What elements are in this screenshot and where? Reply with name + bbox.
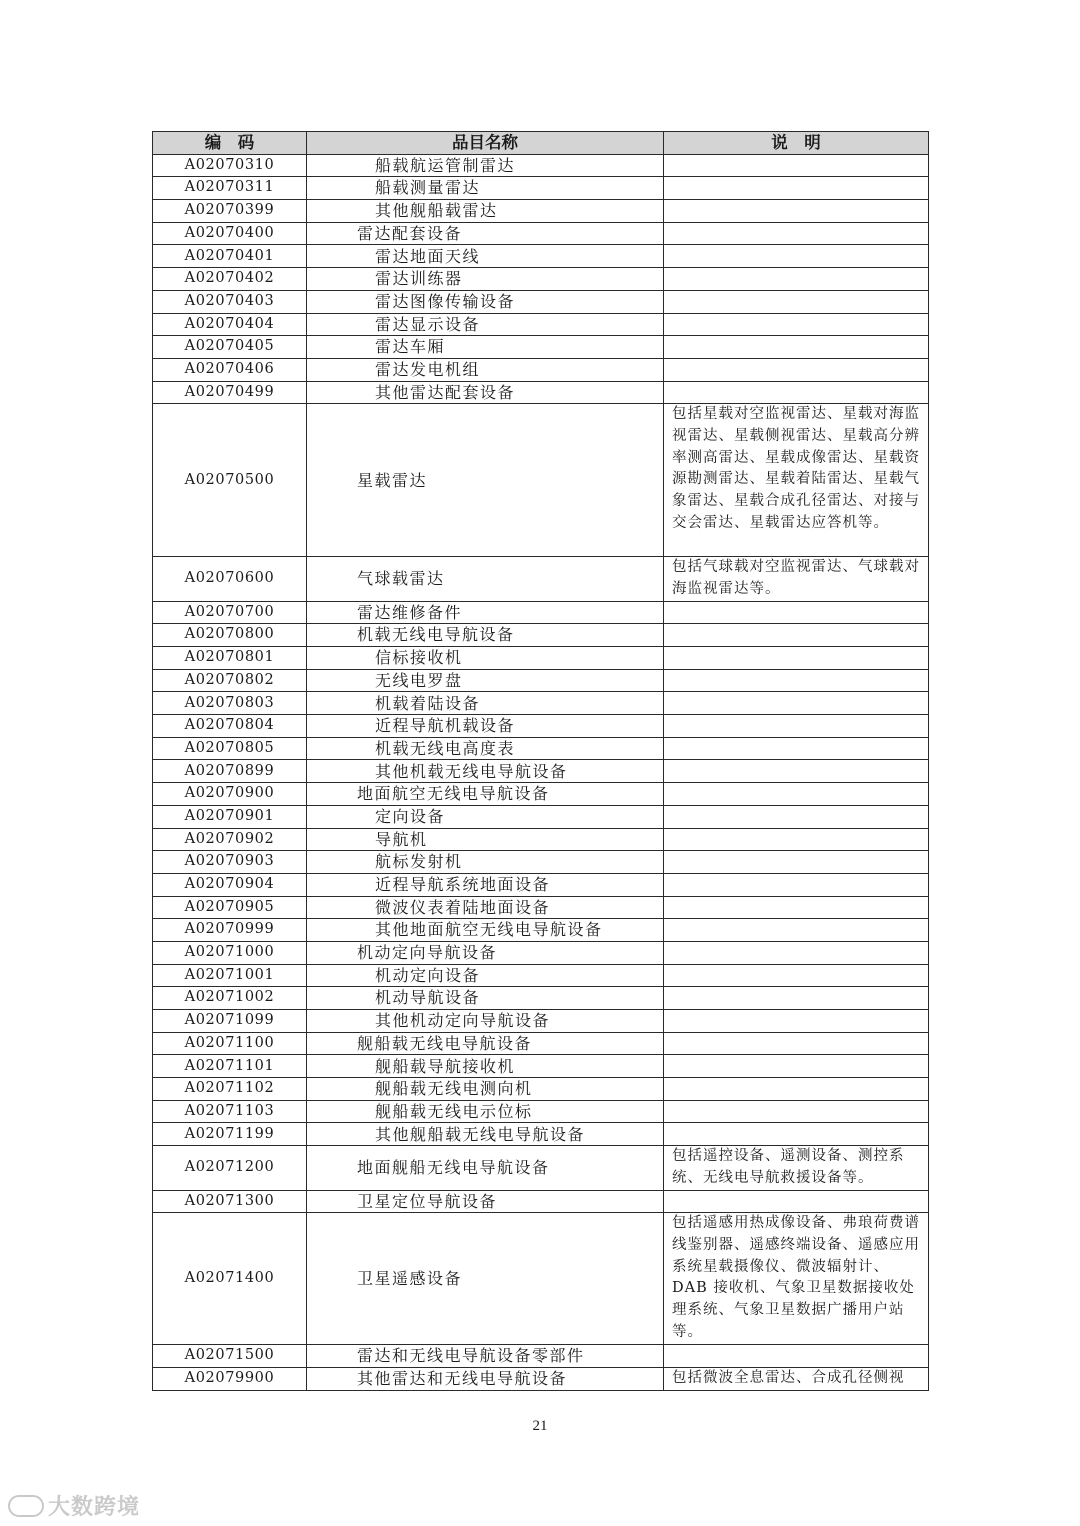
cell-desc [664, 1055, 929, 1078]
cell-code: A02070401 [153, 245, 307, 268]
cell-desc [664, 1100, 929, 1123]
cell-name: 机动导航设备 [307, 987, 664, 1010]
cell-desc [664, 381, 929, 404]
cell-name: 其他舰船载雷达 [307, 200, 664, 223]
cell-name: 雷达维修备件 [307, 601, 664, 624]
table-row [153, 828, 929, 851]
cell-name: 舰船载无线电测向机 [307, 1078, 664, 1101]
cell-desc: 包括气球载对空监视雷达、气球载对海监视雷达等。 [664, 557, 929, 601]
table-row [153, 669, 929, 692]
table-row [153, 1146, 929, 1190]
cell-code: A02071200 [153, 1146, 307, 1190]
cell-name: 其他机动定向导航设备 [307, 1010, 664, 1033]
cell-name: 船载航运管制雷达 [307, 154, 664, 177]
cell-desc [664, 964, 929, 987]
cell-name: 气球载雷达 [307, 557, 664, 601]
table-row [153, 1100, 929, 1123]
cell-name: 雷达配套设备 [307, 222, 664, 245]
table-row [153, 154, 929, 177]
cell-code: A02070311 [153, 177, 307, 200]
cell-code: A02070399 [153, 200, 307, 223]
cell-name: 雷达和无线电导航设备零部件 [307, 1345, 664, 1368]
cell-name: 机动定向导航设备 [307, 941, 664, 964]
cell-name: 机载无线电高度表 [307, 737, 664, 760]
cell-desc [664, 828, 929, 851]
page-number: 21 [532, 1418, 548, 1434]
table-row [153, 1123, 929, 1146]
table-row [153, 783, 929, 806]
cell-desc: 包括星载对空监视雷达、星载对海监视雷达、星载侧视雷达、星载高分辨率测高雷达、星载成像雷达、星载资源勘测雷达、星载着陆雷达、星载气象雷达、星载合成孔径雷达、对接与交会雷达、星载雷达应答机等。 [664, 404, 929, 557]
cell-desc [664, 919, 929, 942]
cell-name: 舰船载导航接收机 [307, 1055, 664, 1078]
cell-name: 雷达发电机组 [307, 358, 664, 381]
table-row [153, 964, 929, 987]
cell-code: A02070499 [153, 381, 307, 404]
cell-desc [664, 647, 929, 670]
cell-desc [664, 805, 929, 828]
table-row [153, 805, 929, 828]
cell-desc [664, 358, 929, 381]
cell-code: A02070402 [153, 268, 307, 291]
cell-name: 星载雷达 [307, 404, 664, 557]
cell-desc: 包括遥感用热成像设备、弗琅荷费谱线鉴别器、遥感终端设备、遥感应用系统星载摄像仪、微波辐射计、DAB 接收机、气象卫星数据接收处理系统、气象卫星数据广播用户站等。 [664, 1213, 929, 1345]
table-row [153, 404, 929, 557]
cell-name: 机载着陆设备 [307, 692, 664, 715]
cell-code: A02070899 [153, 760, 307, 783]
table-row [153, 245, 929, 268]
cell-name: 定向设备 [307, 805, 664, 828]
cell-desc [664, 1078, 929, 1101]
cell-name: 舰船载无线电示位标 [307, 1100, 664, 1123]
table-row [153, 1213, 929, 1345]
table-row [153, 941, 929, 964]
cell-desc [664, 873, 929, 896]
cell-desc [664, 669, 929, 692]
header-code: 编 码 [153, 132, 307, 155]
cell-code: A02070400 [153, 222, 307, 245]
table-row [153, 222, 929, 245]
cell-code: A02071099 [153, 1010, 307, 1033]
cell-code: A02071001 [153, 964, 307, 987]
cell-code: A02070405 [153, 336, 307, 359]
table-row [153, 268, 929, 291]
cell-name: 导航机 [307, 828, 664, 851]
cell-desc [664, 760, 929, 783]
cell-code: A02070805 [153, 737, 307, 760]
table-row [153, 737, 929, 760]
cell-desc [664, 222, 929, 245]
cell-name: 其他雷达和无线电导航设备 [307, 1367, 664, 1390]
cell-desc [664, 268, 929, 291]
cell-code: A02070903 [153, 851, 307, 874]
cell-code: A02070904 [153, 873, 307, 896]
cell-code: A02070500 [153, 404, 307, 557]
cell-code: A02070905 [153, 896, 307, 919]
table-row [153, 601, 929, 624]
cell-name: 雷达显示设备 [307, 313, 664, 336]
table-row [153, 336, 929, 359]
catalog-table [152, 131, 929, 1391]
cell-code: A02070802 [153, 669, 307, 692]
cell-name: 雷达车厢 [307, 336, 664, 359]
cell-desc [664, 154, 929, 177]
cell-desc [664, 336, 929, 359]
cell-name: 其他机载无线电导航设备 [307, 760, 664, 783]
table-row [153, 1078, 929, 1101]
cell-code: A02070803 [153, 692, 307, 715]
cell-code: A02070801 [153, 647, 307, 670]
table-row [153, 1010, 929, 1033]
cell-desc [664, 987, 929, 1010]
cell-name: 近程导航系统地面设备 [307, 873, 664, 896]
cell-code: A02070310 [153, 154, 307, 177]
cell-desc: 包括遥控设备、遥测设备、测控系统、无线电导航救援设备等。 [664, 1146, 929, 1190]
cell-name: 地面航空无线电导航设备 [307, 783, 664, 806]
cell-code: A02071500 [153, 1345, 307, 1368]
cell-name: 地面舰船无线电导航设备 [307, 1146, 664, 1190]
cell-name: 航标发射机 [307, 851, 664, 874]
cell-code: A02071000 [153, 941, 307, 964]
cell-name: 机动定向设备 [307, 964, 664, 987]
cell-desc [664, 1123, 929, 1146]
cell-name: 近程导航机载设备 [307, 715, 664, 738]
cell-name: 卫星遥感设备 [307, 1213, 664, 1345]
cell-desc [664, 783, 929, 806]
cell-code: A02070999 [153, 919, 307, 942]
cell-code: A02070406 [153, 358, 307, 381]
cell-code: A02071300 [153, 1190, 307, 1213]
cell-code: A02070403 [153, 290, 307, 313]
cell-desc [664, 896, 929, 919]
table-row [153, 1190, 929, 1213]
header-name: 品目名称 [307, 132, 664, 155]
table-row [153, 557, 929, 601]
table-row [153, 624, 929, 647]
cell-code: A02071400 [153, 1213, 307, 1345]
cell-code: A02070901 [153, 805, 307, 828]
cell-desc [664, 737, 929, 760]
cell-name: 信标接收机 [307, 647, 664, 670]
cell-name: 机载无线电导航设备 [307, 624, 664, 647]
cell-desc [664, 1190, 929, 1213]
table-row [153, 1345, 929, 1368]
cell-name: 船载测量雷达 [307, 177, 664, 200]
cell-code: A02070804 [153, 715, 307, 738]
cell-desc [664, 1010, 929, 1033]
cell-code: A02071102 [153, 1078, 307, 1101]
cell-desc [664, 1032, 929, 1055]
cell-code: A02070404 [153, 313, 307, 336]
cell-code: A02071002 [153, 987, 307, 1010]
table-row [153, 987, 929, 1010]
cell-name: 舰船载无线电导航设备 [307, 1032, 664, 1055]
cell-name: 微波仪表着陆地面设备 [307, 896, 664, 919]
cell-desc [664, 692, 929, 715]
cell-code: A02071199 [153, 1123, 307, 1146]
cell-desc [664, 601, 929, 624]
table-row [153, 1367, 929, 1390]
table-row [153, 896, 929, 919]
cell-desc [664, 851, 929, 874]
cell-code: A02070600 [153, 557, 307, 601]
table-row [153, 200, 929, 223]
table-row [153, 851, 929, 874]
table-row [153, 177, 929, 200]
watermark-logo-icon [8, 1495, 44, 1517]
table-body [153, 154, 929, 1390]
table-row [153, 290, 929, 313]
cell-desc [664, 313, 929, 336]
cell-code: A02070902 [153, 828, 307, 851]
table-header-row [153, 132, 929, 155]
cell-name: 无线电罗盘 [307, 669, 664, 692]
table-row [153, 760, 929, 783]
cell-name: 雷达图像传输设备 [307, 290, 664, 313]
cell-code: A02071103 [153, 1100, 307, 1123]
cell-name: 卫星定位导航设备 [307, 1190, 664, 1213]
cell-code: A02070800 [153, 624, 307, 647]
table-row [153, 647, 929, 670]
cell-name: 其他舰船载无线电导航设备 [307, 1123, 664, 1146]
cell-desc [664, 715, 929, 738]
table-row [153, 692, 929, 715]
header-desc: 说 明 [664, 132, 929, 155]
cell-code: A02070900 [153, 783, 307, 806]
table-row [153, 873, 929, 896]
cell-name: 其他雷达配套设备 [307, 381, 664, 404]
watermark [8, 1490, 140, 1521]
cell-name: 雷达训练器 [307, 268, 664, 291]
table-row [153, 358, 929, 381]
cell-name: 其他地面航空无线电导航设备 [307, 919, 664, 942]
watermark-text: 大数跨境 [48, 1495, 141, 1520]
cell-desc [664, 624, 929, 647]
cell-name: 雷达地面天线 [307, 245, 664, 268]
table-row [153, 1032, 929, 1055]
table-row [153, 1055, 929, 1078]
cell-desc [664, 177, 929, 200]
cell-desc [664, 1345, 929, 1368]
cell-desc [664, 941, 929, 964]
cell-code: A02071101 [153, 1055, 307, 1078]
table-row [153, 919, 929, 942]
table-row [153, 381, 929, 404]
cell-desc [664, 245, 929, 268]
cell-desc [664, 290, 929, 313]
table-row [153, 715, 929, 738]
cell-desc [664, 200, 929, 223]
cell-desc: 包括微波全息雷达、合成孔径侧视 [664, 1367, 929, 1390]
cell-code: A02079900 [153, 1367, 307, 1390]
cell-code: A02071100 [153, 1032, 307, 1055]
table-row [153, 313, 929, 336]
cell-code: A02070700 [153, 601, 307, 624]
